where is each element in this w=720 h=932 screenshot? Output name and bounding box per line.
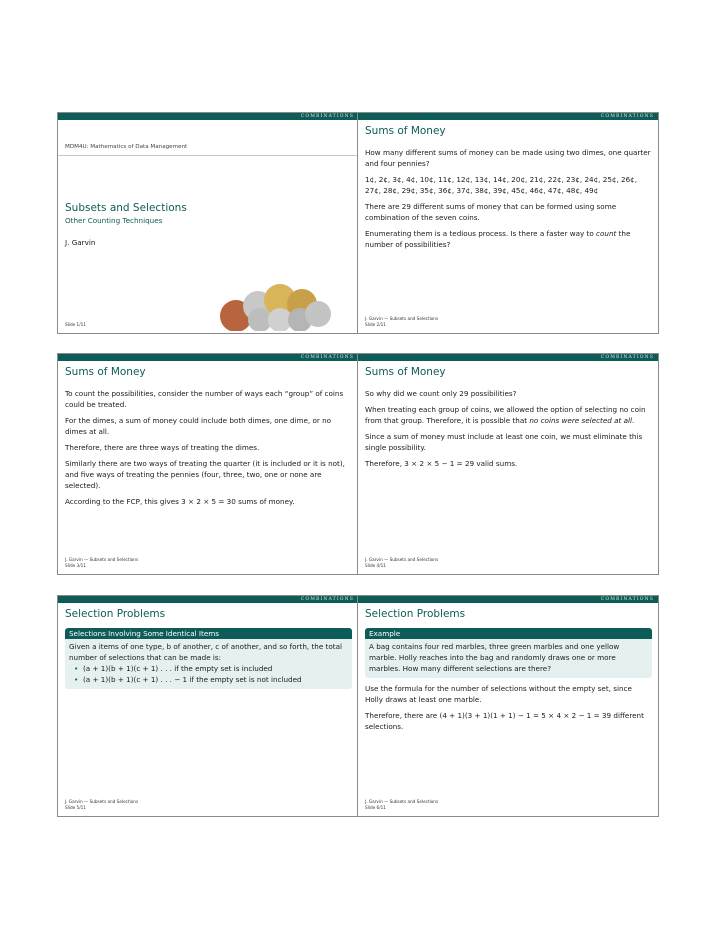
slide-5 [57, 595, 359, 817]
paragraph: Use the formula for the number of selections without the empty set, since Holly draws at least one marble. [365, 684, 632, 704]
definition-box [65, 628, 352, 689]
slide-header-bar [358, 354, 658, 361]
slide-header-bar [358, 596, 658, 603]
footer-author: J. Garvin — Subsets and Selections [65, 799, 139, 804]
paragraph: Therefore, there are three ways of treating the dimes. [65, 443, 260, 452]
presentation-title: Subsets and Selections [65, 202, 187, 214]
footer-author: J. Garvin — Subsets and Selections [365, 557, 439, 562]
header-label: COMBINATIONS [600, 114, 654, 119]
slide-header-bar [58, 596, 358, 603]
slide-body [65, 388, 352, 512]
example-box [365, 628, 652, 678]
footer-author: J. Garvin — Subsets and Selections [65, 557, 139, 562]
slide-number: Slide 6/11 [365, 805, 386, 810]
slide-number: Slide 3/11 [65, 563, 86, 568]
slide-title: Sums of Money [365, 366, 446, 378]
box-title: Example [365, 628, 652, 639]
header-label: COMBINATIONS [600, 355, 654, 360]
header-label: COMBINATIONS [300, 114, 354, 119]
slide-footer [365, 799, 438, 811]
paragraph: There are 29 different sums of money that can be formed using some combination of the seven coins. [365, 202, 617, 222]
paragraph: How many different sums of money can be made using two dimes, one quarter and four pennies? [365, 148, 651, 168]
slide-2 [357, 112, 659, 334]
slide-body [365, 628, 652, 737]
header-label: COMBINATIONS [300, 597, 354, 602]
formula-list [69, 663, 348, 685]
slide-4 [357, 353, 659, 575]
slide-number: Slide 1/11 [65, 322, 86, 327]
course-name: MDM4U: Mathematics of Data Management [65, 144, 188, 150]
slide-3 [57, 353, 359, 575]
slide-title: Sums of Money [65, 366, 146, 378]
slide-header-bar [358, 113, 658, 120]
box-text: Given a items of one type, b of another, c of another, and so forth, the total number of selections that can be made is: [69, 642, 342, 662]
paragraph: So why did we count only 29 possibilities? [365, 389, 517, 398]
slide-footer [65, 322, 86, 328]
paragraph: For the dimes, a sum of money could include both dimes, one dime, or no dimes at all. [65, 416, 332, 436]
slide-title: Selection Problems [65, 608, 166, 620]
paragraph: Therefore, 3 × 2 × 5 − 1 = 29 valid sums. [365, 459, 518, 468]
header-label: COMBINATIONS [300, 355, 354, 360]
list-item: • (a + 1)(b + 1)(c + 1) . . . if the empty set is included [83, 663, 348, 674]
slide-number: Slide 2/11 [365, 322, 386, 327]
slide-body [365, 147, 652, 255]
slide-number: Slide 5/11 [65, 805, 86, 810]
slide-header-bar [58, 113, 358, 120]
paragraph: Therefore, there are (4 + 1)(3 + 1)(1 + 1) − 1 = 5 × 4 × 2 − 1 = 39 different selections. [365, 711, 644, 731]
slide-title: Selection Problems [365, 608, 466, 620]
slide-body [365, 388, 652, 474]
paragraph: When treating each group of coins, we allowed the option of selecting no coin from that group. Therefore, it is possible that no coins were selected at all. [365, 405, 646, 425]
slide-1 [57, 112, 359, 334]
box-body: A bag contains four red marbles, three green marbles and one yellow marble. Holly reaches into the bag and randomly draws one or more marbles. How many different selections are there? [365, 639, 652, 678]
paragraph: To count the possibilities, consider the number of ways each “group” of coins could be treated. [65, 389, 344, 409]
paragraph: Enumerating them is a tedious process. Is there a faster way to count the number of possibilities? [365, 229, 631, 249]
slide-header-bar [58, 354, 358, 361]
slide-body [65, 628, 352, 694]
paragraph: According to the FCP, this gives 3 × 2 × 5 = 30 sums of money. [65, 497, 295, 506]
paragraph: 1¢, 2¢, 3¢, 4¢, 10¢, 11¢, 12¢, 13¢, 14¢, 20¢, 21¢, 22¢, 23¢, 24¢, 25¢, 26¢, 27¢, 28¢, 29¢, 35¢, 36¢, 37¢, 38¢, 39¢, 45¢, 46¢, 47¢, 48¢, 49¢ [365, 175, 638, 195]
header-label: COMBINATIONS [600, 597, 654, 602]
slide-footer [65, 799, 138, 811]
footer-author: J. Garvin — Subsets and Selections [365, 316, 439, 321]
divider [58, 155, 358, 156]
coins-image [208, 276, 338, 331]
author: J. Garvin [65, 238, 96, 247]
list-item: • (a + 1)(b + 1)(c + 1) . . . − 1 if the empty set is not included [83, 674, 348, 685]
presentation-subtitle: Other Counting Techniques [65, 216, 163, 225]
slide-number: Slide 4/11 [365, 563, 386, 568]
paragraph: Since a sum of money must include at least one coin, we must eliminate this single possibility. [365, 432, 643, 452]
slide-footer [65, 557, 138, 569]
footer-author: J. Garvin — Subsets and Selections [365, 799, 439, 804]
slide-footer [365, 557, 438, 569]
slide-6 [357, 595, 659, 817]
box-title: Selections Involving Some Identical Items [65, 628, 352, 639]
box-body [65, 639, 352, 689]
slide-footer [365, 316, 438, 328]
slide-title: Sums of Money [365, 125, 446, 137]
paragraph: Similarly there are two ways of treating the quarter (it is included or it is not), and five ways of treating the pennies (four, three, two, one or none are selected). [65, 459, 345, 490]
